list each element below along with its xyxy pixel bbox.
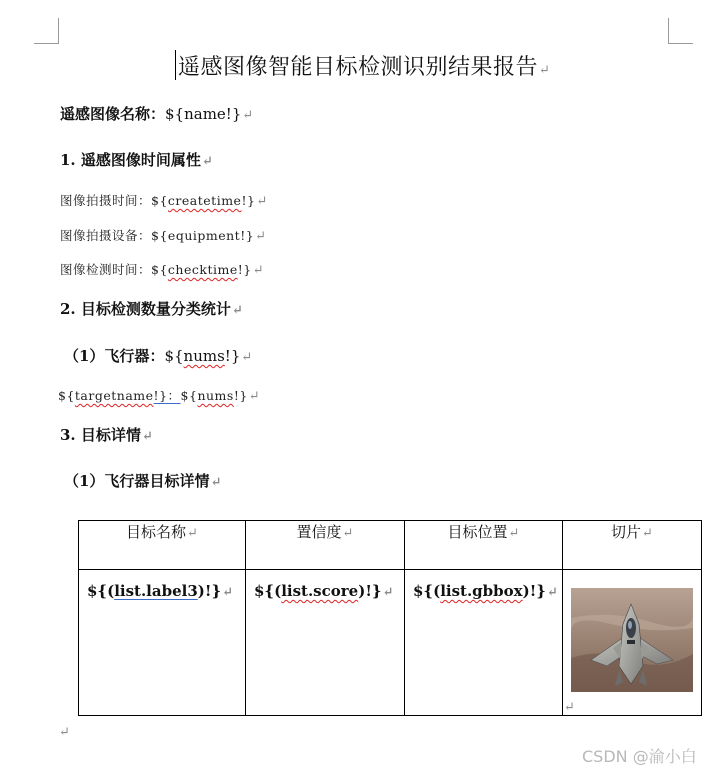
check-time-label: 图像检测时间： [60,262,152,277]
paragraph-mark: ↵ [252,263,265,278]
table-header-row [79,521,702,570]
cell-target-name[interactable] [79,570,246,716]
target-name-value: targetname [74,388,154,403]
document-title[interactable] [178,50,550,81]
header-cell-target-name[interactable] [79,521,246,570]
page-corner-top-left [34,18,59,44]
section3-subheading[interactable] [64,470,221,491]
header-cell-slice[interactable] [563,521,702,570]
cell-mark: ↵ [222,585,233,600]
cell-mark: ↵ [642,526,653,541]
image-name-line[interactable] [60,103,253,124]
trailing-paragraph-mark: ↵ [59,725,70,740]
paragraph-mark: ↵ [231,303,243,318]
target-nums-prefix: ${ [180,388,198,403]
paragraph-mark: ↵ [201,154,213,169]
section1-heading-text: 1. 遥感图像时间属性 [60,151,201,169]
section3-subheading-text: （1）飞行器目标详情 [64,472,210,490]
section3-heading[interactable] [60,424,153,445]
header-cell-confidence[interactable] [246,521,405,570]
cell-position-value: list.gbbox [440,582,523,600]
cell-suffix: )!} [358,582,382,600]
cell-mark: ↵ [546,585,558,600]
paragraph-mark: ↵ [248,389,261,404]
aircraft-count-value: nums [183,347,225,365]
cell-suffix: )!} [197,582,222,600]
title-text: 遥感图像智能目标检测识别结果报告 [178,55,539,80]
section2-heading-text: 2. 目标检测数量分类统计 [60,300,231,318]
paragraph-mark: ↵ [539,63,551,78]
paragraph-mark: ↵ [141,429,153,444]
header-position: 目标位置 [447,523,508,541]
header-confidence: 置信度 [296,523,342,541]
cell-mark: ↵ [187,526,198,541]
aircraft-count-suffix: !} [224,347,241,365]
paragraph-mark: ↵ [210,475,222,490]
cell-mark: ↵ [382,585,394,600]
table-row [79,570,702,716]
fighter-jet-slice-image[interactable] [571,588,693,692]
section3-heading-text: 3. 目标详情 [60,426,141,444]
section2-heading[interactable] [60,298,243,319]
cell-target-name-value: list.label3 [114,582,198,600]
header-cell-position[interactable] [405,521,563,570]
shoot-device-value: ${equipment!} [151,228,255,243]
aircraft-count-line[interactable] [64,345,252,366]
page-corner-top-right [668,18,693,44]
target-nums-suffix: !} [233,388,248,403]
aircraft-count-prefix: ${ [164,347,184,365]
shoot-time-label: 图像拍摄时间： [60,193,152,208]
paragraph-mark: ↵ [241,350,253,365]
check-time-value-prefix: ${ [151,262,168,277]
cell-slice[interactable] [563,570,702,716]
csdn-watermark: CSDN @渝小白 [582,747,697,766]
cell-suffix: )!} [522,582,546,600]
paragraph-mark: ↵ [242,108,254,123]
image-name-value: ${name!} [165,105,242,123]
cell-confidence[interactable] [246,570,405,716]
cell-mark: ↵ [342,526,354,541]
target-detail-table [78,520,702,716]
aircraft-count-label: （1）飞行器： [64,347,165,365]
target-name-prefix: ${ [58,388,75,403]
shoot-time-value-suffix: !} [241,193,256,208]
target-name-suffix: !}： [153,388,181,403]
shoot-time-value: createtime [167,193,242,208]
target-stat-line[interactable] [58,386,260,404]
text-cursor [175,50,176,80]
check-time-value-suffix: !} [237,262,252,277]
section1-heading[interactable] [60,149,213,170]
check-time-value: checktime [167,262,238,277]
header-slice: 切片 [611,523,642,541]
shoot-device-label: 图像拍摄设备： [60,228,152,243]
shoot-time-line[interactable] [60,191,268,209]
image-name-label: 遥感图像名称： [60,105,166,123]
cell-position[interactable] [405,570,563,716]
cell-prefix: ${( [413,582,441,600]
shoot-time-value-prefix: ${ [151,193,168,208]
cell-prefix: ${( [87,582,115,600]
cell-confidence-value: list.score [281,582,359,600]
shoot-device-line[interactable] [60,226,267,244]
cell-mark: ↵ [508,526,520,541]
target-nums-value: nums [197,388,234,403]
header-target-name: 目标名称 [126,523,187,541]
cell-prefix: ${( [254,582,282,600]
paragraph-mark: ↵ [255,229,267,244]
check-time-line[interactable] [60,260,264,278]
paragraph-mark: ↵ [256,194,268,209]
cell-mark: ↵ [564,700,575,715]
